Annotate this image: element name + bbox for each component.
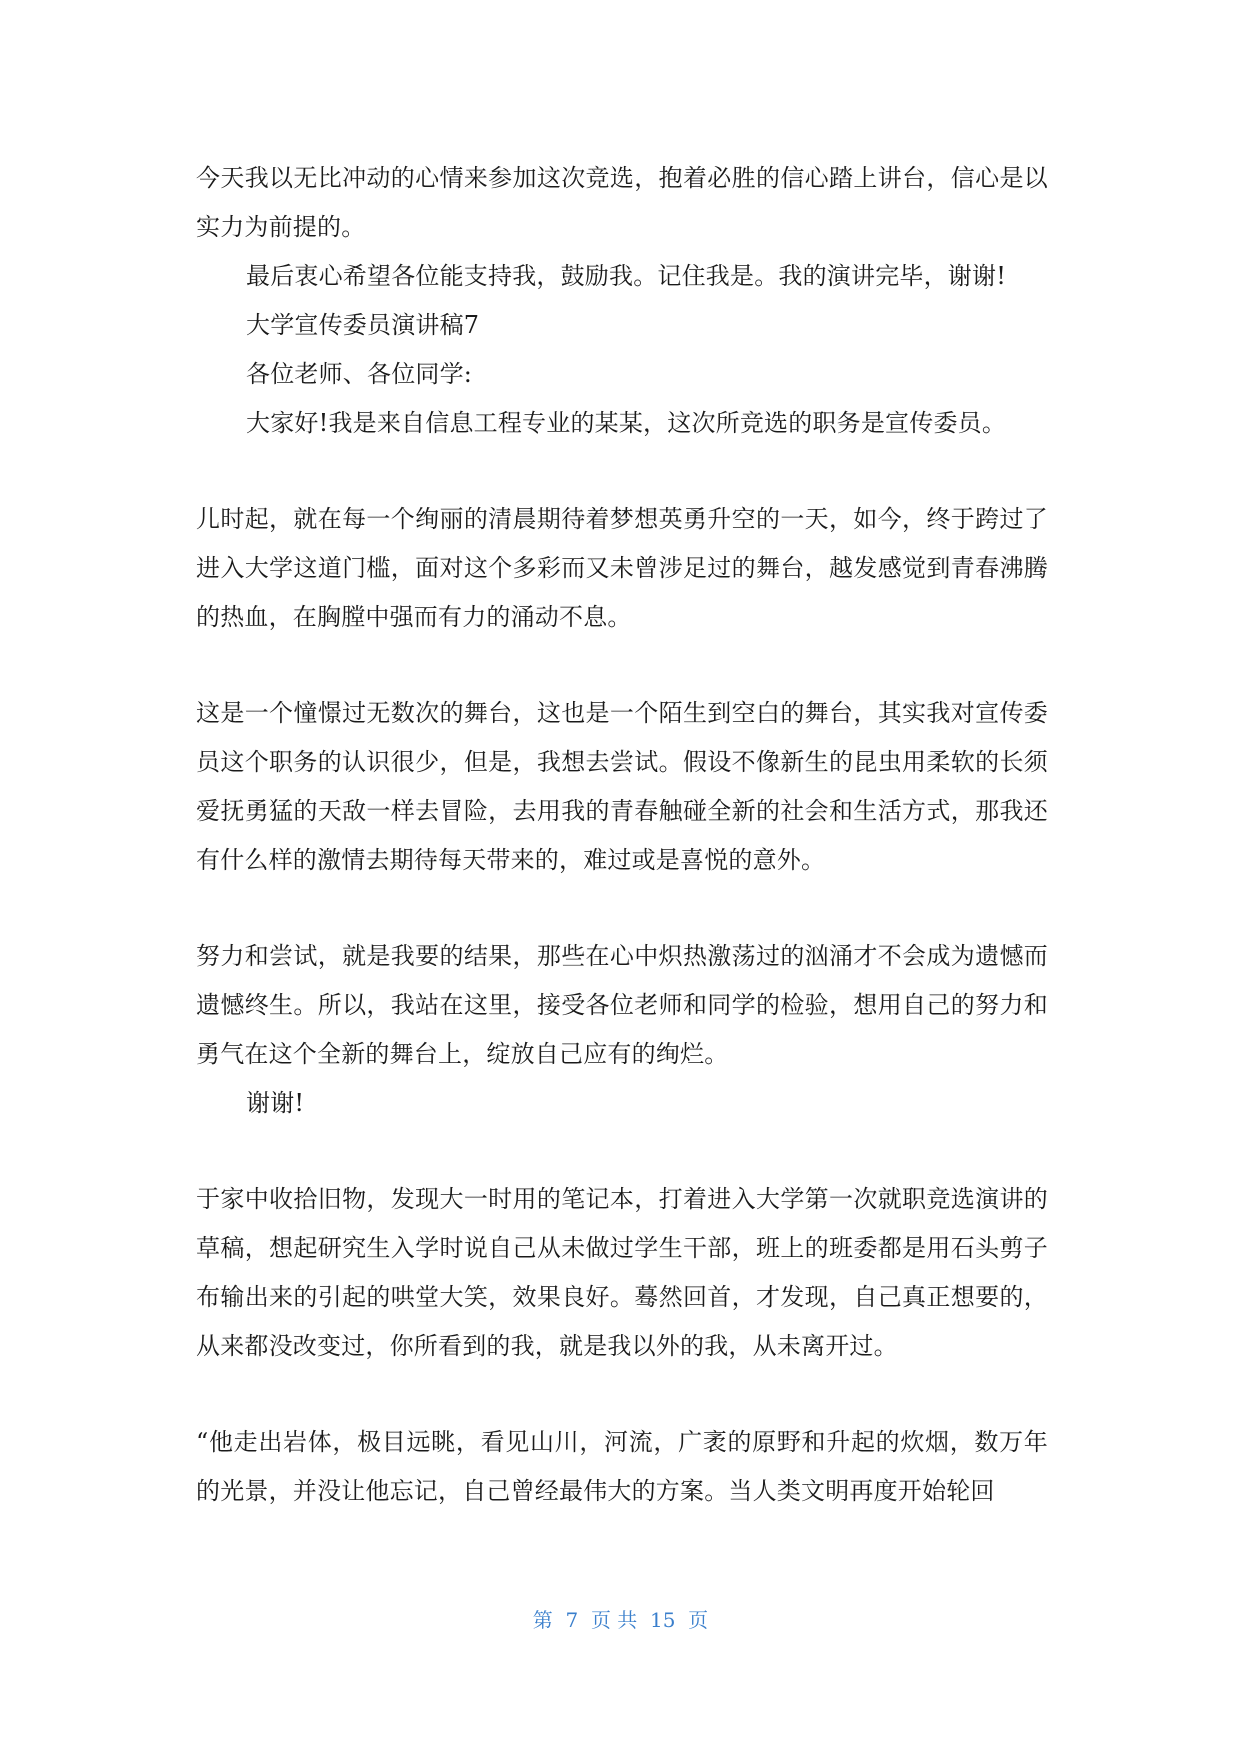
- paragraph: 大家好!我是来自信息工程专业的某某，这次所竞选的职务是宣传委员。: [246, 409, 1007, 437]
- paragraph: 这是一个憧憬过无数次的舞台，这也是一个陌生到空白的舞台，其实我对宣传委员这个职务的认识很少，但是，我想去尝试。假设不像新生的昆虫用柔软的长须爱抚勇猛的天敌一样去冒险，去用我的青春触碰全新的社会和生活方式，那我还有什么样的激情去期待每天带来的，难过或是喜悦的意外。: [196, 699, 1048, 874]
- page-number-footer: 第 7 页 共 15 页: [532, 1608, 709, 1632]
- paragraph: 儿时起，就在每一个绚丽的清晨期待着梦想英勇升空的一天，如今，终于跨过了进入大学这道门槛，面对这个多彩而又未曾涉足过的舞台，越发感觉到青春沸腾的热血，在胸膛中强而有力的涌动不息。: [196, 505, 1048, 631]
- closing-thanks: 谢谢!: [246, 1089, 305, 1117]
- paragraph: 于家中收拾旧物，发现大一时用的笔记本，打着进入大学第一次就职竞选演讲的草稿，想起研究生入学时说自己从未做过学生干部，班上的班委都是用石头剪子布输出来的引起的哄堂大笑，效果良好。蓦然回首，才发现，自己真正想要的，从来都没改变过，你所看到的我，就是我以外的我，从未离开过。: [196, 1185, 1048, 1360]
- salutation: 各位老师、各位同学:: [246, 360, 473, 388]
- paragraph: “他走出岩体，极目远眺，看见山川，河流，广袤的原野和升起的炊烟，数万年的光景，并没让他忘记，自己曾经最伟大的方案。当人类文明再度开始轮回: [196, 1428, 1048, 1505]
- section-heading: 大学宣传委员演讲稿7: [246, 311, 480, 339]
- paragraph: 最后衷心希望各位能支持我，鼓励我。记住我是。我的演讲完毕，谢谢!: [246, 262, 1007, 290]
- paragraph: 努力和尝试，就是我要的结果，那些在心中炽热激荡过的汹涌才不会成为遗憾而遗憾终生。所以，我站在这里，接受各位老师和同学的检验，想用自己的努力和勇气在这个全新的舞台上，绽放自己应有的绚烂。: [196, 942, 1048, 1068]
- paragraph: 今天我以无比冲动的心情来参加这次竞选，抱着必胜的信心踏上讲台，信心是以实力为前提的。: [196, 164, 1048, 241]
